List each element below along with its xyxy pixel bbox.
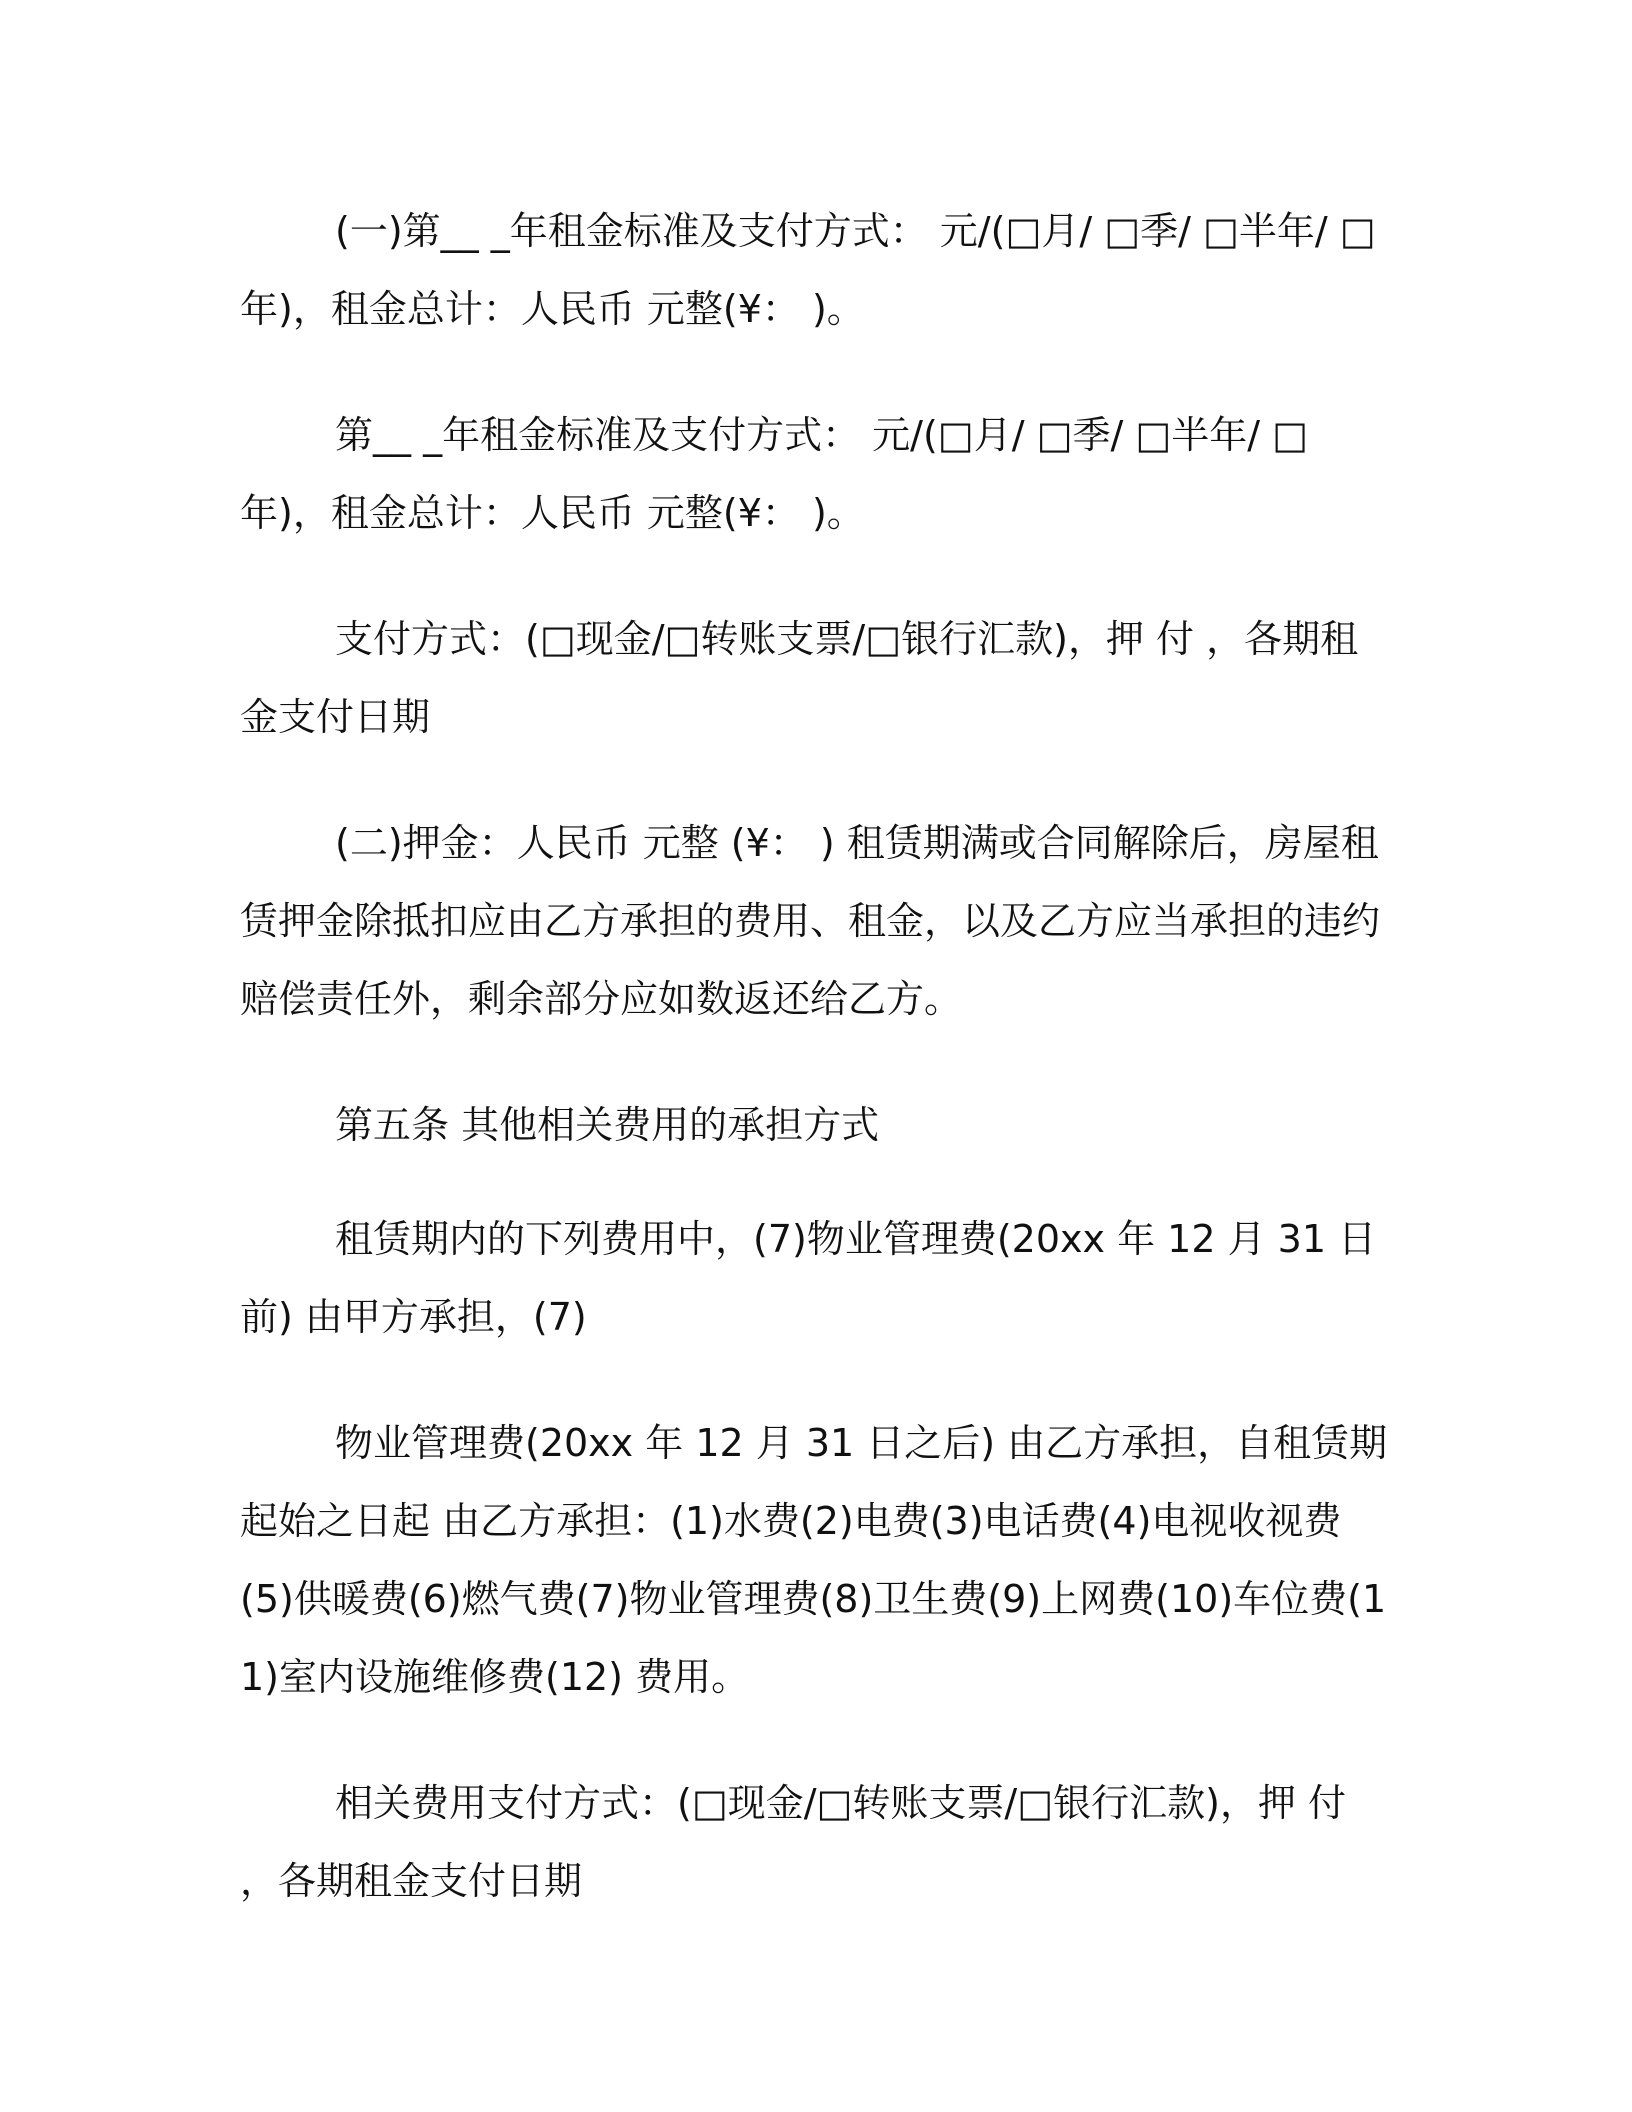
paragraph-payment-method: 支付方式：(□现金/□转账支票/□银行汇款)，押 付 ，各期租金支付日期	[240, 617, 1359, 739]
paragraph-fees-tenant: 物业管理费(20xx 年 12 月 31 日之后) 由乙方承担，自租赁期起始之日起 由乙方承担：(1)水费(2)电费(3)电话费(4)电视收视费(5)供暖费(6)燃气费(7)物业管理费(8)卫生费(9)上网费(10)车位费(11)室内设施维修费(12) 费用。	[240, 1421, 1388, 1699]
paragraph-fees-landlord: 租赁期内的下列费用中，(7)物业管理费(20xx 年 12 月 31 日前) 由甲方承担，(7)	[240, 1217, 1377, 1339]
document-body	[240, 192, 1390, 1968]
paragraph-fee-payment-method: 相关费用支付方式：(□现金/□转账支票/□银行汇款)，押 付 ，各期租金支付日期	[240, 1781, 1347, 1903]
paragraph-deposit: (二)押金：人民币 元整 (¥： ) 租赁期满或合同解除后，房屋租赁押金除抵扣应由乙方承担的费用、租金，以及乙方应当承担的违约赔偿责任外，剩余部分应如数返还给乙方。	[240, 821, 1381, 1021]
paragraph-rent-year-1: (一)第__ _年租金标准及支付方式： 元/(□月/ □季/ □半年/ □年)，租金总计：人民币 元整(¥： )。	[240, 209, 1376, 331]
paragraph-rent-year-2: 第__ _年租金标准及支付方式： 元/(□月/ □季/ □半年/ □年)，租金总计：人民币 元整(¥： )。	[240, 413, 1309, 535]
section-heading-article-5: 第五条 其他相关费用的承担方式	[335, 1103, 880, 1147]
